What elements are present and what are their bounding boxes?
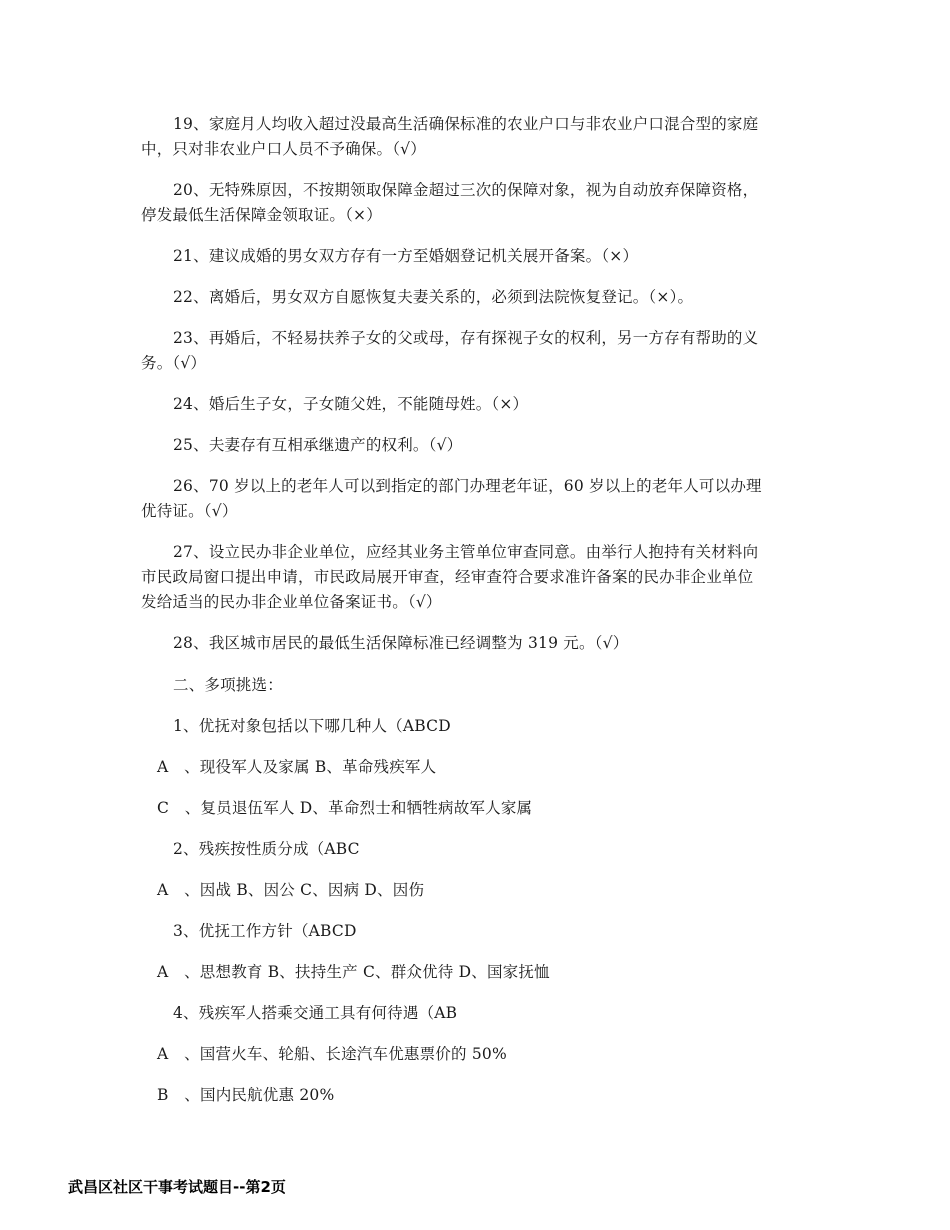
option-line: A 、国营火车、轮船、长途汽车优惠票价的 50% xyxy=(157,1045,507,1063)
text-line: 25、夫妻存有互相承继遗产的权利。（√） xyxy=(173,436,463,454)
option-line: B 、国内民航优惠 20% xyxy=(157,1086,335,1104)
text-line: 21、建议成婚的男女双方存有一方至婚姻登记机关展开备案。（×） xyxy=(173,247,639,265)
text-line: 26、70 岁以上的老年人可以到指定的部门办理老年证，60 岁以上的老年人可以办理 xyxy=(173,477,762,495)
question-line: 1、优抚对象包括以下哪几种人（ABCD xyxy=(173,717,451,735)
text-line: 停发最低生活保障金领取证。（×） xyxy=(141,206,382,224)
text-line: 19、家庭月人均收入超过没最高生活确保标准的农业户口与非农业户口混合型的家庭 xyxy=(173,115,759,133)
text-line: 市民政局窗口提出申请，市民政局展开审查，经审查符合要求准许备案的民办非企业单位 xyxy=(141,568,754,586)
option-line: A 、现役军人及家属 B、革命残疾军人 xyxy=(157,758,437,776)
text-line: 28、我区城市居民的最低生活保障标准已经调整为 319 元。（√） xyxy=(173,634,629,652)
text-line: 27、设立民办非企业单位，应经其业务主管单位审查同意。由举行人抱持有关材料向 xyxy=(173,543,759,561)
option-line: A 、思想教育 B、扶持生产 C、群众优待 D、国家抚恤 xyxy=(157,963,550,981)
text-line: 优待证。（√） xyxy=(141,502,238,520)
text-line: 24、婚后生子女，子女随父姓，不能随母姓。（×） xyxy=(173,395,529,413)
text-line: 23、再婚后，不轻易扶养子女的父或母，存有探视子女的权利，另一方存有帮助的义 xyxy=(173,329,759,347)
option-line: A 、因战 B、因公 C、因病 D、因伤 xyxy=(157,881,425,899)
option-line: C 、复员退伍军人 D、革命烈士和牺牲病故军人家属 xyxy=(157,799,533,817)
question-line: 3、优抚工作方针（ABCD xyxy=(173,922,357,940)
question-line: 2、残疾按性质分成（ABC xyxy=(173,840,360,858)
section-heading: 二、多项挑选： xyxy=(173,676,283,694)
text-line: 务。（√） xyxy=(141,354,207,372)
text-line: 中，只对非农业户口人员不予确保。（√） xyxy=(141,140,426,158)
question-line: 4、残疾军人搭乘交通工具有何待遇（AB xyxy=(173,1004,458,1022)
page-footer: 武昌区社区干事考试题目--第2页 xyxy=(68,1178,286,1196)
text-line: 20、无特殊原因，不按期领取保障金超过三次的保障对象，视为自动放弃保障资格， xyxy=(173,181,759,199)
text-line: 22、离婚后，男女双方自愿恢复夫妻关系的，必须到法院恢复登记。（×）。 xyxy=(173,288,694,306)
text-line: 发给适当的民办非企业单位备案证书。（√） xyxy=(141,593,442,611)
